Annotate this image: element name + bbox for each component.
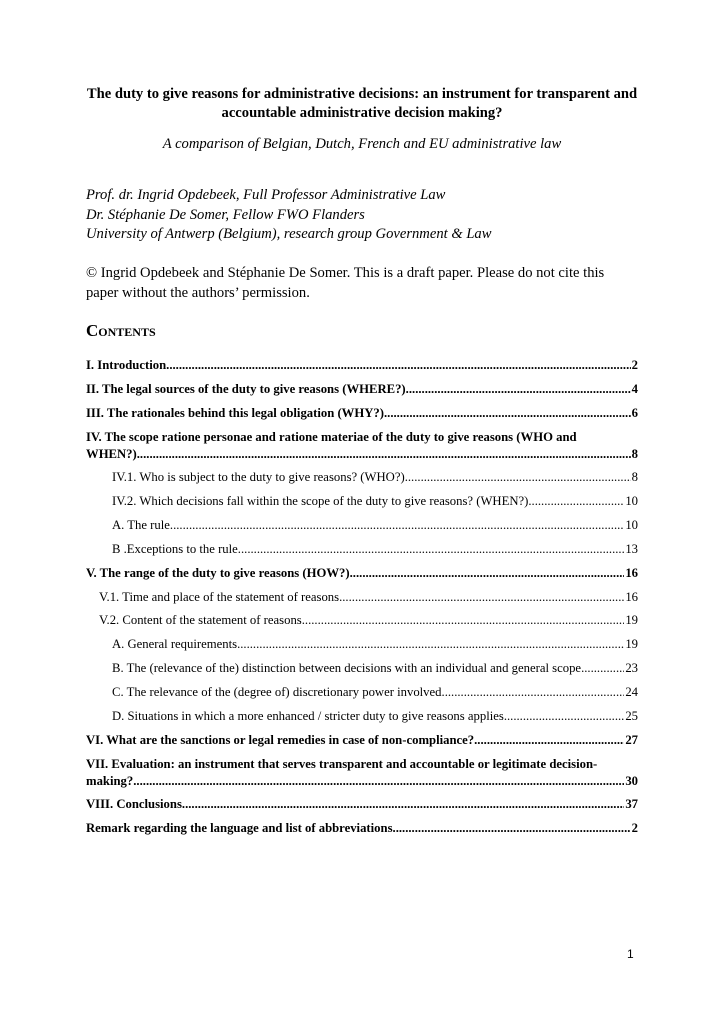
document-title-line-1: The duty to give reasons for administrative decisions: an instrument for transparent and	[86, 86, 638, 102]
toc-entry-page: 10	[625, 518, 638, 532]
toc-entry-label: V. The range of the duty to give reasons (HOW?)	[86, 566, 350, 580]
toc-leader-dots	[302, 612, 625, 629]
toc-entry-page: 27	[625, 733, 638, 747]
toc-entry-label: A. The rule	[112, 518, 170, 532]
toc-entry-who[interactable]	[112, 469, 638, 486]
toc-entry-label: V.1. Time and place of the statement of reasons	[99, 590, 340, 604]
page-number: 1	[627, 947, 634, 961]
toc-leader-dots	[406, 381, 631, 398]
toc-entry-page: 23	[625, 661, 638, 675]
toc-entry-label: IV.1. Who is subject to the duty to give reasons? (WHO?)	[112, 470, 405, 484]
toc-entry-page: 8	[631, 470, 638, 484]
toc-entry-range[interactable]	[86, 565, 638, 582]
toc-entry-label: V.2. Content of the statement of reasons	[99, 613, 302, 627]
toc-entry-evaluation[interactable]	[86, 773, 638, 790]
toc-entry-label: C. The relevance of the (degree of) discretionary power involved	[112, 685, 442, 699]
toc-leader-dots	[442, 684, 625, 701]
toc-entry-label: B .Exceptions to the rule	[112, 542, 238, 556]
toc-entry-page: 6	[631, 406, 638, 420]
toc-entry-evaluation-line-1[interactable]: VII. Evaluation: an instrument that serves transparent and accountable or legitimate decision-	[86, 757, 598, 771]
toc-leader-dots	[384, 405, 631, 422]
toc-entry-label: D. Situations in which a more enhanced / stricter duty to give reasons applies	[112, 709, 504, 723]
toc-leader-dots	[137, 446, 631, 463]
toc-leader-dots	[528, 493, 624, 510]
toc-entry-conclusions[interactable]	[86, 796, 638, 813]
toc-entry-label: I. Introduction	[86, 358, 167, 372]
toc-entry-label: Remark regarding the language and list of abbreviations	[86, 821, 393, 835]
toc-entry-remark-language[interactable]	[86, 820, 638, 837]
toc-entry-page: 30	[625, 774, 638, 788]
toc-entry-page: 37	[625, 797, 638, 811]
toc-entry-scope-line-1[interactable]: IV. The scope ratione personae and ratione materiae of the duty to give reasons (WHO and	[86, 430, 577, 444]
toc-leader-dots	[166, 357, 631, 374]
copyright-line-2: paper without the authors’ permission.	[86, 285, 310, 301]
contents-heading: Contents	[86, 321, 156, 340]
toc-entry-label: A. General requirements	[112, 637, 238, 651]
toc-entry-page: 4	[631, 382, 638, 396]
toc-entry-page: 2	[631, 821, 638, 835]
toc-leader-dots	[405, 469, 631, 486]
document-title	[80, 85, 644, 123]
toc-entry-label: WHEN?)	[86, 447, 137, 461]
toc-entry-when[interactable]	[112, 493, 638, 510]
toc-entry-general-requirements[interactable]	[112, 636, 638, 653]
toc-leader-dots	[393, 820, 631, 837]
author-block	[86, 186, 491, 245]
toc-entry-page: 13	[625, 542, 638, 556]
toc-leader-dots	[170, 517, 624, 534]
toc-entry-legal-sources[interactable]	[86, 381, 638, 398]
toc-entry-distinction[interactable]	[112, 660, 638, 677]
toc-entry-page: 19	[625, 613, 638, 627]
toc-leader-dots	[182, 796, 624, 813]
copyright-notice	[86, 263, 646, 303]
toc-entry-page: 2	[631, 358, 638, 372]
toc-leader-dots	[133, 773, 624, 790]
toc-entry-sanctions[interactable]	[86, 732, 638, 749]
toc-leader-dots	[237, 636, 624, 653]
toc-entry-introduction[interactable]	[86, 357, 638, 374]
toc-entry-label: VIII. Conclusions	[86, 797, 182, 811]
author-line: Prof. dr. Ingrid Opdebeek, Full Professor Administrative Law	[86, 187, 446, 203]
toc-entry-discretionary-power[interactable]	[112, 684, 638, 701]
document-subtitle: A comparison of Belgian, Dutch, French and EU administrative law	[162, 136, 562, 152]
toc-entry-label: III. The rationales behind this legal obligation (WHY?)	[86, 406, 384, 420]
toc-entry-page: 16	[625, 590, 638, 604]
toc-leader-dots	[350, 565, 625, 582]
toc-entry-page: 25	[625, 709, 638, 723]
toc-entry-rationales[interactable]	[86, 405, 638, 422]
toc-entry-time-place[interactable]	[99, 589, 638, 606]
toc-entry-label: VI. What are the sanctions or legal remedies in case of non-compliance?	[86, 733, 475, 747]
toc-entry-page: 8	[631, 447, 638, 461]
toc-entry-stricter-duty[interactable]	[112, 708, 638, 725]
toc-entry-label: making?	[86, 774, 134, 788]
toc-leader-dots	[339, 589, 624, 606]
toc-entry-scope[interactable]	[86, 446, 638, 463]
toc-entry-page: 24	[625, 685, 638, 699]
toc-leader-dots	[504, 708, 625, 725]
toc-entry-label: II. The legal sources of the duty to give reasons (WHERE?)	[86, 382, 406, 396]
toc-entry-the-rule[interactable]	[112, 517, 638, 534]
toc-entry-label: B. The (relevance of the) distinction between decisions with an individual and general scope	[112, 661, 582, 675]
author-line: Dr. Stéphanie De Somer, Fellow FWO Flanders	[86, 206, 365, 223]
toc-entry-page: 16	[625, 566, 638, 580]
copyright-line-1: © Ingrid Opdebeek and Stéphanie De Somer. This is a draft paper. Please do not cite this	[86, 265, 605, 281]
toc-leader-dots	[581, 660, 624, 677]
toc-entry-page: 19	[625, 637, 638, 651]
toc-entry-exceptions[interactable]	[112, 541, 638, 558]
toc-leader-dots	[474, 732, 624, 749]
toc-entry-label: IV.2. Which decisions fall within the scope of the duty to give reasons? (WHEN?)	[112, 494, 529, 508]
toc-entry-content[interactable]	[99, 612, 638, 629]
toc-entry-page: 10	[625, 494, 638, 508]
document-title-line-2: accountable administrative decision making?	[221, 105, 503, 121]
toc-leader-dots	[238, 541, 625, 558]
affiliation-line: University of Antwerp (Belgium), research group Government & Law	[86, 226, 492, 242]
